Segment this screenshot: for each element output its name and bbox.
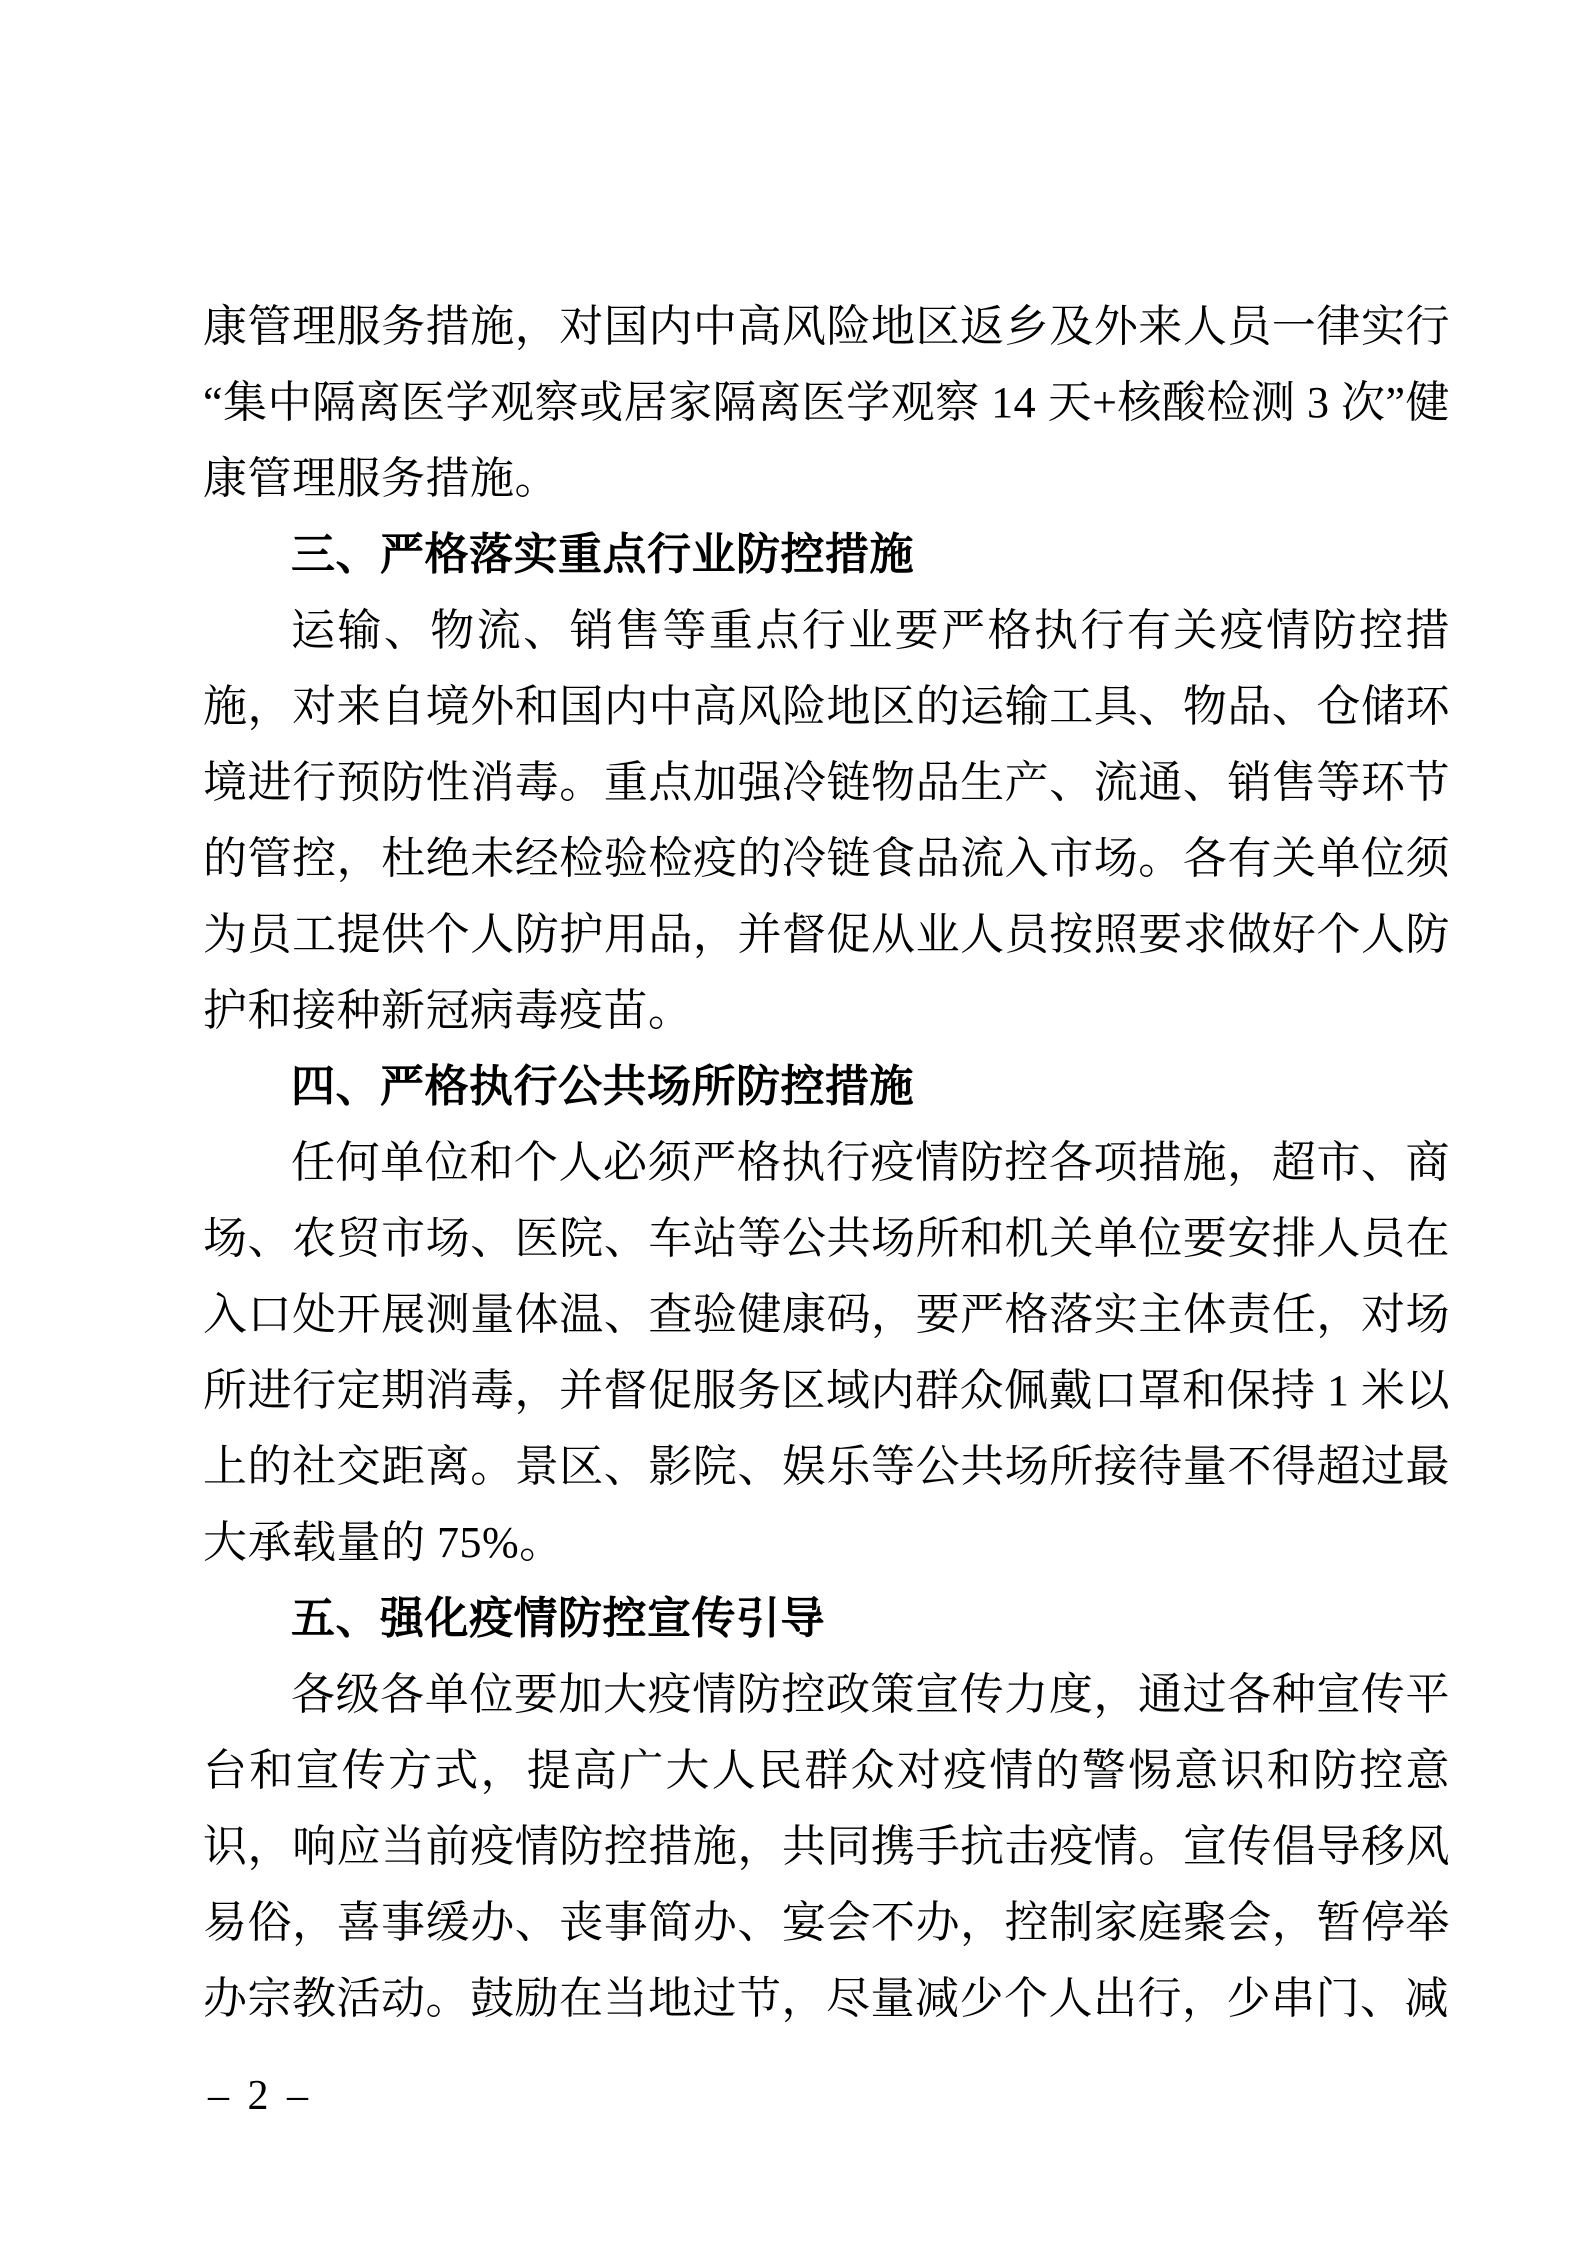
section-heading-three-key-industries: 三、严格落实重点行业防控措施 — [291, 530, 914, 579]
document-body — [203, 289, 1450, 2037]
page-number: – 2 – — [208, 2073, 312, 2119]
paragraph-publicity-guidance: 各级各单位要加大疫情防控政策宣传力度，通过各种宣传平台和宣传方式，提高广大人民群众对疫情的警惕意识和防控意识，响应当前疫情防控措施，共同携手抗击疫情。宣传倡导移风易俗，喜事缓办、丧事简办、宴会不办，控制家庭聚会，暂停举办宗教活动。鼓励在当地过节，尽量减少个人出行，少串门、减 — [203, 1670, 1450, 2023]
section-heading-four-public-places: 四、严格执行公共场所防控措施 — [291, 1062, 914, 1111]
paragraph-key-industries-measures: 运输、物流、销售等重点行业要严格执行有关疫情防控措施，对来自境外和国内中高风险地区的运输工具、物品、仓储环境进行预防性消毒。重点加强冷链物品生产、流通、销售等环节的管控，杜绝未经检验检疫的冷链食品流入市场。各有关单位须为员工提供个人防护用品，并督促从业人员按照要求做好个人防护和接种新冠病毒疫苗。 — [203, 606, 1450, 1035]
section-heading-five-publicity: 五、强化疫情防控宣传引导 — [291, 1594, 825, 1643]
paragraph-health-management-continuation: 康管理服务措施，对国内中高风险地区返乡及外来人员一律实行“集中隔离医学观察或居家隔离医学观察 14 天+核酸检测 3 次”健康管理服务措施。 — [203, 302, 1450, 503]
paragraph-public-places-measures: 任何单位和个人必须严格执行疫情防控各项措施，超市、商场、农贸市场、医院、车站等公共场所和机关单位要安排人员在入口处开展测量体温、查验健康码，要严格落实主体责任，对场所进行定期消毒，并督促服务区域内群众佩戴口罩和保持 1 米以上的社交距离。景区、影院、娱乐等公共场所接待量不得超过最大承载量的 75%。 — [203, 1138, 1450, 1567]
